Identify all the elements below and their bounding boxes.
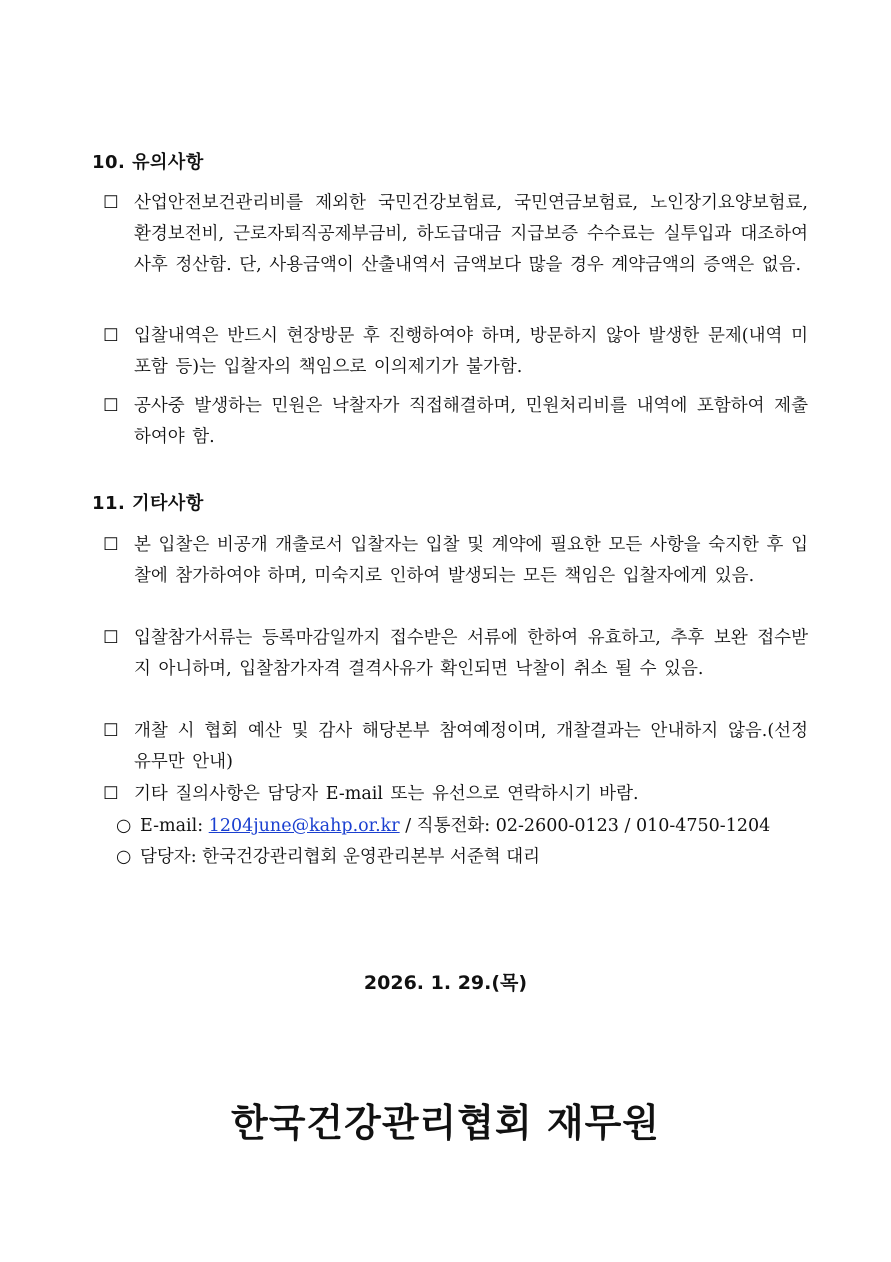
phone-text: / 직통전화: 02-2600-0123 / 010-4750-1204 xyxy=(399,816,771,836)
section-11-title: 11. 기타사항 xyxy=(92,493,204,514)
checkbox-icon: ☐ xyxy=(103,193,119,213)
contact-person-text: 담당자: 한국건강관리협회 운영관리본부 서준혁 대리 xyxy=(140,847,541,867)
item-text: 본 입찰은 비공개 개출로서 입찰자는 입찰 및 계약에 필요한 모든 사항을 숙지한 후 입찰에 참가하여야 하며, 미숙지로 인하여 발생되는 모든 책임은 입찰자에게 있음. xyxy=(134,535,808,586)
email-label: E-mail: xyxy=(140,816,209,836)
circle-bullet-icon: ○ xyxy=(116,847,132,867)
checkbox-icon: ☐ xyxy=(103,326,119,346)
section-10-title: 10. 유의사항 xyxy=(92,152,204,173)
circle-bullet-icon: ○ xyxy=(116,816,132,836)
item-text: 기타 질의사항은 담당자 E-mail 또는 유선으로 연락하시기 바람. xyxy=(134,784,639,804)
checkbox-icon: ☐ xyxy=(103,784,119,804)
section-10-item-1 xyxy=(103,188,808,281)
checkbox-icon: ☐ xyxy=(103,396,119,416)
section-10-item-2 xyxy=(103,321,808,383)
document-date: 2026. 1. 29.(목) xyxy=(363,972,528,994)
section-11-item-2 xyxy=(103,623,808,685)
checkbox-icon: ☐ xyxy=(103,535,119,555)
section-10-item-3 xyxy=(103,391,808,453)
contact-email-line xyxy=(116,811,770,842)
organization-name: 한국건강관리협회 재무원 xyxy=(230,1100,661,1145)
section-11-item-3 xyxy=(103,716,808,778)
item-text: 산업안전보건관리비를 제외한 국민건강보험료, 국민연금보험료, 노인장기요양보험료, 환경보전비, 근로자퇴직공제부금비, 하도급대금 지급보증 수수료는 실투입과 대조하여 사후 정산함. 단, 사용금액이 산출내역서 금액보다 많을 경우 계약금액의 증액은 없음. xyxy=(134,193,808,275)
checkbox-icon: ☐ xyxy=(103,721,119,741)
item-text: 공사중 발생하는 민원은 낙찰자가 직접해결하며, 민원처리비를 내역에 포함하여 제출하여야 함. xyxy=(134,396,808,447)
checkbox-icon: ☐ xyxy=(103,628,119,648)
item-text: 개찰 시 협회 예산 및 감사 해당본부 참여예정이며, 개찰결과는 안내하지 않음.(선정 유무만 안내) xyxy=(134,721,808,772)
email-link[interactable]: 1204june@kahp.or.kr xyxy=(208,816,400,836)
contact-person-line xyxy=(116,842,540,873)
item-text: 입찰내역은 반드시 현장방문 후 진행하여야 하며, 방문하지 않아 발생한 문제(내역 미포함 등)는 입찰자의 책임으로 이의제기가 불가함. xyxy=(134,326,808,377)
item-text: 입찰참가서류는 등록마감일까지 접수받은 서류에 한하여 유효하고, 추후 보완 접수받지 아니하며, 입찰참가자격 결격사유가 확인되면 낙찰이 취소 될 수 있음. xyxy=(134,628,808,679)
section-11-item-4 xyxy=(103,779,808,810)
section-11-item-1 xyxy=(103,530,808,592)
